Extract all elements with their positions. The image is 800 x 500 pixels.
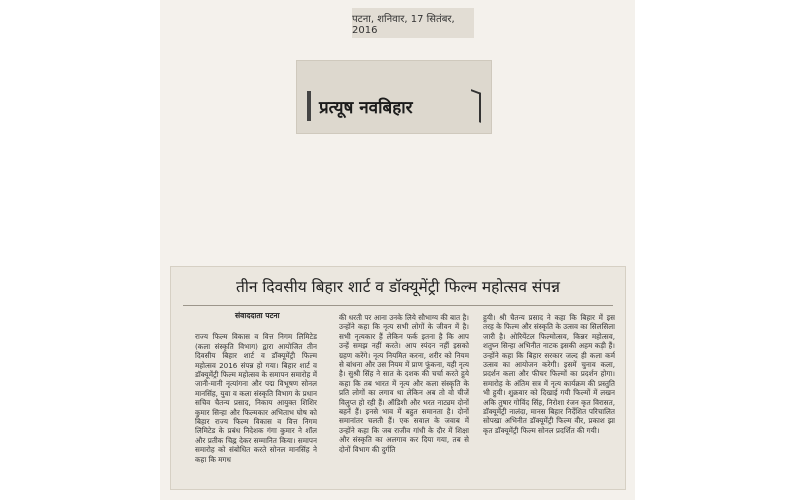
masthead-bar-decoration — [307, 91, 311, 121]
dateline: पटना, शनिवार, 17 सितंबर, 2016 — [352, 8, 474, 38]
article-column-3: हुयी। श्री चैतन्य प्रसाद ने कहा कि बिहार में इस तरह के फिल्म और संस्कृति के उत्सव का सिलसिला जारी है। ओरियेंटल फिल्मोत्सव, किन्नर महोत्सव, शतुघ्न सिन्हा अभिनीत नाटक इसकी अहम कड़ी हैं। उन्होंने कहा कि बिहार सरकार जल्द ही कला कर्म उत्सव का आयोजन करेगी। इसमें चुनाव कला, प्रदर्शन कला और फीचर फिल्मों का प्रदर्शन होगा। समारोह के अंतिम सत्र में नृत्य कार्यक्रम की प्रस्तुति भी हुयी। शुक्रवार को दिखाई गयी फिल्मों में लखन अकि तुषार गोविंद सिंह, निरोशा रंजन कृत विरासत, डॉक्यूमेंट्री नालंदा, मानस बिहार निर्देशित परिचालित सोपखा अभिनीत डॉक्यूमेंट्री फिल्म वीर, प्रकाश झा कृत डॉक्यूमेंट्री फिल्म सोनल प्रदर्शित की गयी। — [483, 313, 615, 435]
supplement-title: प्रत्यूष नवबिहार — [319, 98, 413, 118]
article-byline: संवाददाता पटना — [235, 311, 280, 320]
headline-rule — [183, 305, 613, 306]
masthead-chevron-decoration — [471, 89, 481, 123]
article-clipping — [170, 266, 626, 490]
article-column-1-text: राज्य फिल्म विकास व वित्त निगम लिमिटेड (कला संस्कृति विभाग) द्वारा आयोजित तीन दिवसीय बिहार शार्ट व डॉक्यूमेंट्री फिल्म महोत्सव 2016 संपन्न हो गया। बिहार शार्ट व डॉक्यूमेंट्री फिल्म महोत्सव के समापन समारोह में जानी-मानी नृत्यांगना और पद्म विभूषण सोनल मानसिंह, युवा व कला संस्कृति विभाग के प्रधान सचिव चैतन्य प्रसाद, निकाय आयुक्त शिशिर कुमार सिन्हा और फिल्मकार अभिताभ घोष को बिहार राज्य फिल्म विकास व वित्त निगम लिमिटेड के प्रबंध निदेशक गंगा कुमार ने शॉल और प्रतीक चिह्न देकर सम्मानित किया। समापन समारोह को संबोधित करते सोनल मानसिंह ने कहा कि मगध — [195, 332, 317, 464]
article-column-1 — [195, 311, 317, 487]
supplement-masthead — [296, 60, 492, 134]
article-headline: तीन दिवसीय बिहार शार्ट व डॉक्यूमेंट्री फिल्म महोत्सव संपन्न — [235, 278, 560, 296]
article-column-2: की धरती पर आना उनके लिये सौभाग्य की बात है। उन्होंने कहा कि नृत्य सभी लोगों के जीवन में है। सभी नृत्यकार हैं लेकिन फर्क इतना है कि आप उन्हें समझ नहीं करते। आप स्पंदन नहीं इसको ग्रहण करेंगे। नृत्य नियमित करना, शरीर को नियम से बांधना और उस नियम में प्राण फूंकना, यही नृत्य है। सुश्री सिंह ने सात के दशक की चर्चा करते हुये कहा कि तब भारत में नृत्य और कला संस्कृति के प्रति लोगों का लगाव था लेकिन अब तो वो चीजें विलुप्त हो रही हैं। ऑडिशी और भरत नाट्यम दोनों बहनें हैं। इनसे भाव में बहुत समानता है। दोनों समानांतर चलती हैं। एक सवाल के जवाब में उन्होंने कहा कि जब राजीव गांधी के दौर में शिक्षा और संस्कृति का अलगाव कर दिया गया, तब से दोनों विभाग की दुर्गति — [339, 313, 469, 454]
